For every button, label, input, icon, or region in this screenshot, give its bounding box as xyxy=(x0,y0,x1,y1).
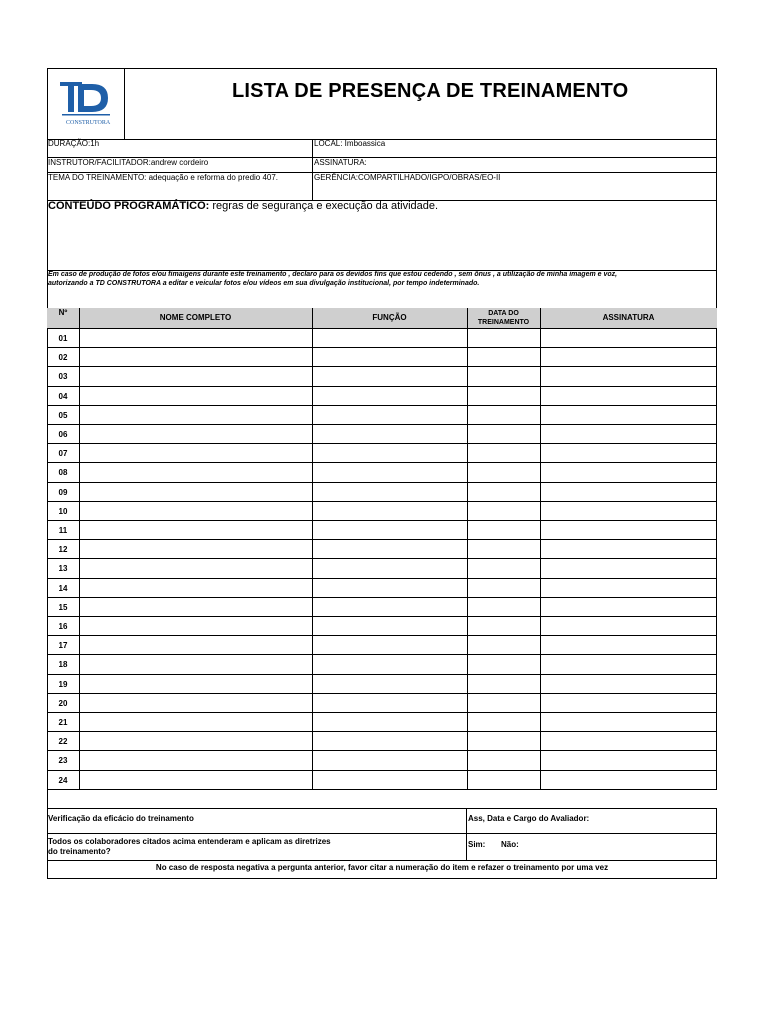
nao-label: Não: xyxy=(501,840,519,849)
table-header xyxy=(47,308,717,329)
table-row xyxy=(47,636,717,655)
table-row xyxy=(47,348,717,367)
nota-rodape: No caso de resposta negativa a pergunta anterior, favor citar a numeração do item e refazer o treinamento por uma vez xyxy=(155,863,609,872)
table-row xyxy=(47,483,717,502)
footer-gap xyxy=(716,790,717,808)
row-number: 08 xyxy=(58,468,68,478)
col-header-data-l2: TREINAMENTO xyxy=(477,319,530,326)
table-row xyxy=(47,771,717,790)
table-row xyxy=(47,406,717,425)
company-logo xyxy=(58,80,114,132)
col-line xyxy=(79,308,80,789)
pergunta-line-1: Todos os colaboradores citados acima entenderam e aplicam as diretrizes xyxy=(48,837,331,846)
col-line xyxy=(540,308,541,789)
tema-field: TEMA DO TREINAMENTO: adequação e reforma do predio 407. xyxy=(48,173,279,182)
row-line xyxy=(47,833,717,834)
col-header-nome: NOME COMPLETO xyxy=(159,313,232,322)
row-number: 24 xyxy=(58,775,68,785)
col-header-assinatura: ASSINATURA xyxy=(602,313,655,322)
table-row xyxy=(47,540,717,559)
conteudo-text: regras de segurança e execução da atividade. xyxy=(209,200,439,212)
gerencia-field: GERÊNCIA:COMPARTILHADO/IGPO/OBRAS/EO-II xyxy=(314,173,501,182)
row-number: 01 xyxy=(58,334,68,343)
table-row xyxy=(47,675,717,694)
logo-divider xyxy=(124,68,125,139)
table-row xyxy=(47,387,717,406)
row-number: 17 xyxy=(58,641,68,651)
table-row xyxy=(47,694,717,713)
col-line xyxy=(312,308,313,789)
table-row xyxy=(47,713,717,732)
row-number: 13 xyxy=(58,564,68,574)
col-header-funcao: FUNÇÃO xyxy=(372,313,407,322)
sim-label: Sim: xyxy=(468,840,486,849)
conteudo-programatico xyxy=(48,201,438,212)
row-number: 12 xyxy=(58,545,68,555)
row-number: 05 xyxy=(58,410,68,420)
table-row xyxy=(47,617,717,636)
row-number: 16 xyxy=(58,622,68,631)
row-number: 04 xyxy=(58,391,68,401)
col-header-data-l1: DATA DO xyxy=(488,310,519,317)
table-row xyxy=(47,425,717,444)
info-divider xyxy=(312,139,313,200)
table-row xyxy=(47,559,717,578)
row-number: 02 xyxy=(58,353,68,363)
row-number: 22 xyxy=(58,737,68,747)
row-number: 09 xyxy=(58,487,68,497)
col-line xyxy=(467,308,468,789)
row-number: 21 xyxy=(58,718,68,727)
table-row xyxy=(47,463,717,482)
disclaimer-line-1: Em caso de produção de fotos e/ou fimaigens durante este treinamento , declaro para os devidos fins que estou cedendo , sem ônus , a utilização de minha imagem e voz, xyxy=(48,271,618,278)
pergunta-line-2: do treinamento? xyxy=(48,847,111,856)
page-title: LISTA DE PRESENÇA DE TREINAMENTO xyxy=(232,80,629,102)
table-row xyxy=(47,521,717,540)
table-row xyxy=(47,655,717,674)
duracao-field: DURAÇÃO:1h xyxy=(48,139,100,148)
table-row xyxy=(47,444,717,463)
row-number: 10 xyxy=(58,506,68,516)
row-number: 19 xyxy=(58,679,68,689)
table-row xyxy=(47,598,717,617)
row-number: 07 xyxy=(58,449,68,459)
row-number: 06 xyxy=(58,430,68,439)
row-number: 20 xyxy=(58,698,68,708)
conteudo-label: CONTEÚDO PROGRAMÁTICO: xyxy=(48,200,210,212)
table-row xyxy=(47,732,717,751)
row-line xyxy=(47,808,717,809)
col-header-numero: Nº xyxy=(58,308,68,317)
row-number: 15 xyxy=(58,602,68,612)
row-number: 03 xyxy=(58,372,68,382)
row-number: 23 xyxy=(58,756,68,766)
local-field: LOCAL: Imboassica xyxy=(314,139,386,148)
row-line xyxy=(47,860,717,861)
instrutor-field: INSTRUTOR/FACILITADOR:andrew cordeiro xyxy=(48,158,209,167)
verificacao-label: Verificação da eficácio do treinamento xyxy=(48,814,194,823)
table-row xyxy=(47,751,717,770)
table-row xyxy=(47,502,717,521)
table-row xyxy=(47,367,717,386)
assinatura-field: ASSINATURA: xyxy=(314,158,367,167)
table-row xyxy=(47,329,717,348)
row-number: 18 xyxy=(58,660,68,670)
row-number: 11 xyxy=(58,526,68,535)
row-number: 14 xyxy=(58,583,68,593)
logo-subtitle: CONSTRUTORA xyxy=(66,120,111,126)
avaliador-label: Ass, Data e Cargo do Avaliador: xyxy=(468,814,590,823)
footer-divider xyxy=(466,808,467,860)
table-row xyxy=(47,579,717,598)
disclaimer-line-2: autorizando a TD CONSTRUTORA a editar e veicular fotos e/ou vídeos em sua divulgação institucional, por tempo indeterminado. xyxy=(48,280,480,287)
attendance-table xyxy=(47,308,717,790)
